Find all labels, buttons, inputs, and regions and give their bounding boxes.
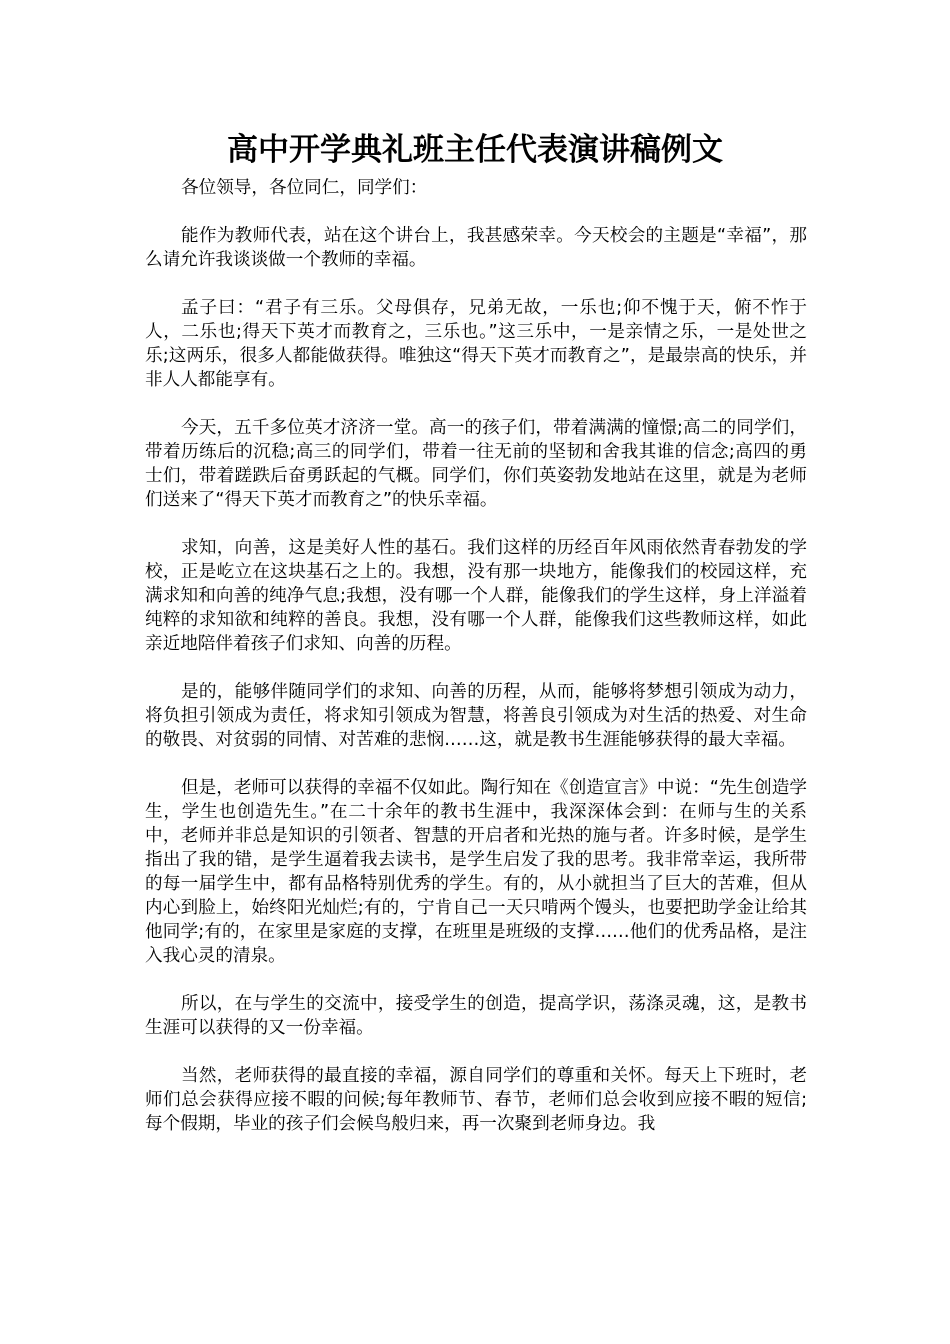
body-paragraph: 孟子曰：“君子有三乐。父母俱存，兄弟无故，一乐也;仰不愧于天，俯不怍于人，二乐也;得天下英才而教育之，三乐也。”这三乐中，一是亲情之乐，一是处世之乐;这两乐，很多人都能做获得。唯独这“得天下英才而教育之”，是最崇高的快乐，并非人人都能享有。 [145, 298, 807, 390]
body-paragraph: 是的，能够伴随同学们的求知、向善的历程，从而，能够将梦想引领成为动力，将负担引领成为责任，将求知引领成为智慧，将善良引领成为对生活的热爱、对生命的敬畏、对贫弱的同情、对苦难的悲悯……这，就是教书生涯能够获得的最大幸福。 [145, 682, 807, 750]
body-paragraph: 求知，向善，这是美好人性的基石。我们这样的历经百年风雨依然青春勃发的学校，正是屹立在这块基石之上的。我想，没有那一块地方，能像我们的校园这样，充满求知和向善的纯净气息;我想，没有哪一个人群，能像我们的学生这样，身上洋溢着纯粹的求知欲和纯粹的善良。我想，没有哪一个人群，能像我们这些教师这样，如此亲近地陪伴着孩子们求知、向善的历程。 [145, 538, 807, 654]
document-title: 高中开学典礼班主任代表演讲稿例文 [227, 132, 723, 168]
body-paragraph: 但是，老师可以获得的幸福不仅如此。陶行知在《创造宣言》中说：“先生创造学生，学生也创造先生。”在二十余年的教书生涯中，我深深体会到：在师与生的关系中，老师并非总是知识的引领者、智慧的开启者和光热的施与者。许多时候，是学生指出了我的错，是学生逼着我去读书，是学生启发了我的思考。我非常幸运，我所带的每一届学生中，都有品格特别优秀的学生。有的，从小就担当了巨大的苦难，但从内心到脸上，始终阳光灿烂;有的，宁肯自己一天只啃两个馒头，也要把助学金让给其他同学;有的，在家里是家庭的支撑，在班里是班级的支撑……他们的优秀品格，是注入我心灵的清泉。 [145, 778, 807, 966]
body-paragraph: 当然，老师获得的最直接的幸福，源自同学们的尊重和关怀。每天上下班时，老师们总会获得应接不暇的问候;每年教师节、春节，老师们总会收到应接不暇的短信;每个假期，毕业的孩子们会候鸟般归来，再一次聚到老师身边。我 [145, 1066, 807, 1134]
body-paragraph: 所以，在与学生的交流中，接受学生的创造，提高学识，荡涤灵魂，这，是教书生涯可以获得的又一份幸福。 [145, 994, 807, 1038]
body-paragraph: 能作为教师代表，站在这个讲台上，我甚感荣幸。今天校会的主题是“幸福”，那么请允许我谈谈做一个教师的幸福。 [145, 226, 807, 270]
document-body [145, 176, 807, 1136]
body-paragraph: 今天，五千多位英才济济一堂。高一的孩子们，带着满满的憧憬;高二的同学们，带着历练后的沉稳;高三的同学们，带着一往无前的坚韧和舍我其谁的信念;高四的勇士们，带着蹉跌后奋勇跃起的气概。同学们，你们英姿勃发地站在这里，就是为老师们送来了“得天下英才而教育之”的快乐幸福。 [145, 418, 807, 510]
salutation-paragraph: 各位领导，各位同仁，同学们： [181, 178, 428, 198]
